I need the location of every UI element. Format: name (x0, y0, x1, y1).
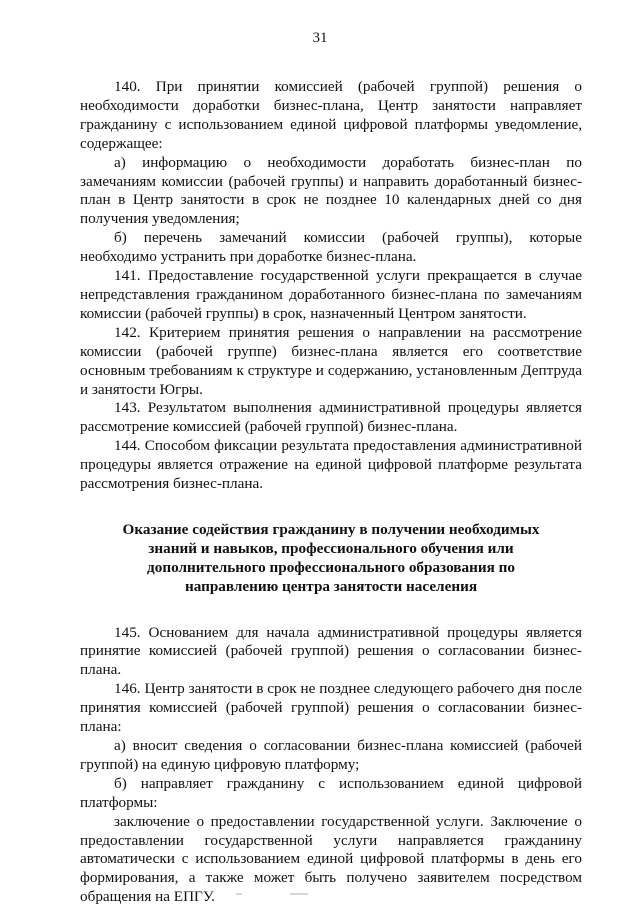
paragraph-144: 144. Способом фиксации результата предоставления административной процедуры является отражение на единой цифровой платформе результата рассмотрения бизнес-плана. (80, 437, 582, 493)
paragraph-140-b: б) перечень замечаний комиссии (рабочей группы), которые необходимо устранить при доработке бизнес-плана. (80, 229, 582, 266)
paragraph-146-a: а) вносит сведения о согласовании бизнес-плана комиссией (рабочей группой) на единую цифровую платформу; (80, 737, 582, 773)
paragraph-146: 146. Центр занятости в срок не позднее следующего рабочего дня после принятия комиссией (рабочей группой) решения о согласовании бизнес-плана: (80, 680, 582, 736)
paragraph-141: 141. Предоставление государственной услуги прекращается в случае непредставления гражданином доработанного бизнес-плана по замечаниям комиссии (рабочей группы) в срок, назначенный Центром занятости. (80, 267, 582, 322)
paragraph-146-b: б) направляет гражданину с использованием единой цифровой платформы: (80, 774, 582, 811)
paragraph-145: 145. Основанием для начала административной процедуры является принятие комиссией (рабочей группой) решения о согласовании бизнес-плана. (80, 623, 582, 679)
document-body (80, 78, 582, 907)
paragraph-140-a: а) информацию о необходимости доработать бизнес-план по замечаниям комиссии (рабочей группы) и направить доработанный бизнес-план в Центр занятости в срок не позднее 10 календарных дней со дня получения уведомления; (80, 153, 582, 228)
paragraph-146-b-conclusion: заключение о предоставлении государственной услуги. Заключение о предоставлении государственной услуги направляется гражданину автоматически с использованием единой цифровой платформы в день его формирования, а также может быть получено заявителем посредством обращения на ЕПГУ. (80, 812, 582, 906)
page-number: 31 (312, 30, 328, 46)
section-heading: Оказание содействия гражданину в получении необходимых знаний и навыков, профессионального обучения или дополнительного профессионального образования по направлению центра занятости населения (122, 520, 540, 595)
paragraph-142: 142. Критерием принятия решения о направлении на рассмотрение комиссии (рабочей группе) бизнес-плана является его соответствие основным требованиям к структуре и содержанию, установленным Дептруда и занятости Югры. (80, 323, 582, 398)
scan-speck-right (290, 893, 308, 895)
paragraph-143: 143. Результатом выполнения административной процедуры является рассмотрение комиссией (рабочей группой) бизнес-плана. (80, 399, 582, 436)
scan-speck-left (236, 893, 242, 895)
paragraph-140: 140. При принятии комиссией (рабочей группой) решения о необходимости доработки бизнес-плана, Центр занятости направляет гражданину с использованием единой цифровой платформы уведомление, содержащее: (80, 78, 582, 152)
